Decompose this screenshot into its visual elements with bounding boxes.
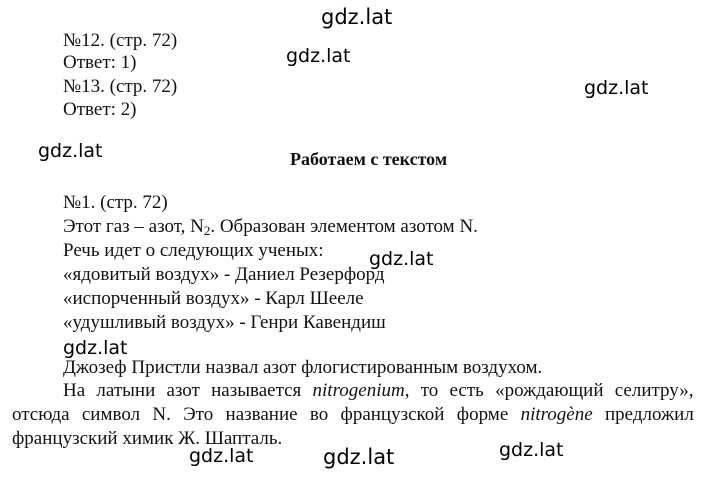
task1-paragraph-line3: французский химик Ж. Шапталь. — [12, 428, 283, 449]
watermark-lower-left: gdz.lat — [63, 337, 128, 359]
watermark-upper-middle: gdz.lat — [286, 45, 351, 67]
task13-title: №13. (стр. 72) — [63, 76, 178, 97]
watermark-bottom-left: gdz.lat — [189, 445, 254, 467]
task1-line-scheele: «испорченный воздух» - Карл Шееле — [63, 288, 364, 309]
task12-answer: Ответ: 1) — [63, 52, 137, 73]
watermark-center: gdz.lat — [369, 248, 434, 270]
task1-paragraph-line2: отсюда символ N. Это название во французской форме nitrogène предложил — [12, 404, 694, 425]
task1-line-rutherford: «ядовитый воздух» - Даниел Резерфорд — [63, 264, 385, 285]
watermark-upper-right: gdz.lat — [584, 77, 649, 99]
task13-answer: Ответ: 2) — [63, 99, 137, 120]
watermark-top: gdz.lat — [321, 5, 393, 29]
task1-line-scientists-intro: Речь идет о следующих ученых: — [63, 240, 324, 261]
task1-line-priestley: Джозеф Пристли назвал азот флогистированным воздухом. — [63, 357, 543, 378]
task12-title: №12. (стр. 72) — [63, 30, 178, 51]
task1-line-nitrogen: Этот газ – азот, $N_2$. Образован элементом азотом N. — [63, 216, 478, 238]
task1-paragraph-line1: На латыни азот называется nitrogenium, то есть «рождающий селитру», — [63, 380, 694, 401]
task1-title: №1. (стр. 72) — [63, 192, 168, 213]
watermark-bottom: gdz.lat — [323, 445, 395, 469]
task1-line-cavendish: «удушливый воздух» - Генри Кавендиш — [63, 312, 386, 333]
watermark-bottom-right: gdz.lat — [499, 439, 564, 461]
section-heading: Работаем с текстом — [290, 149, 448, 169]
watermark-left: gdz.lat — [38, 140, 103, 162]
